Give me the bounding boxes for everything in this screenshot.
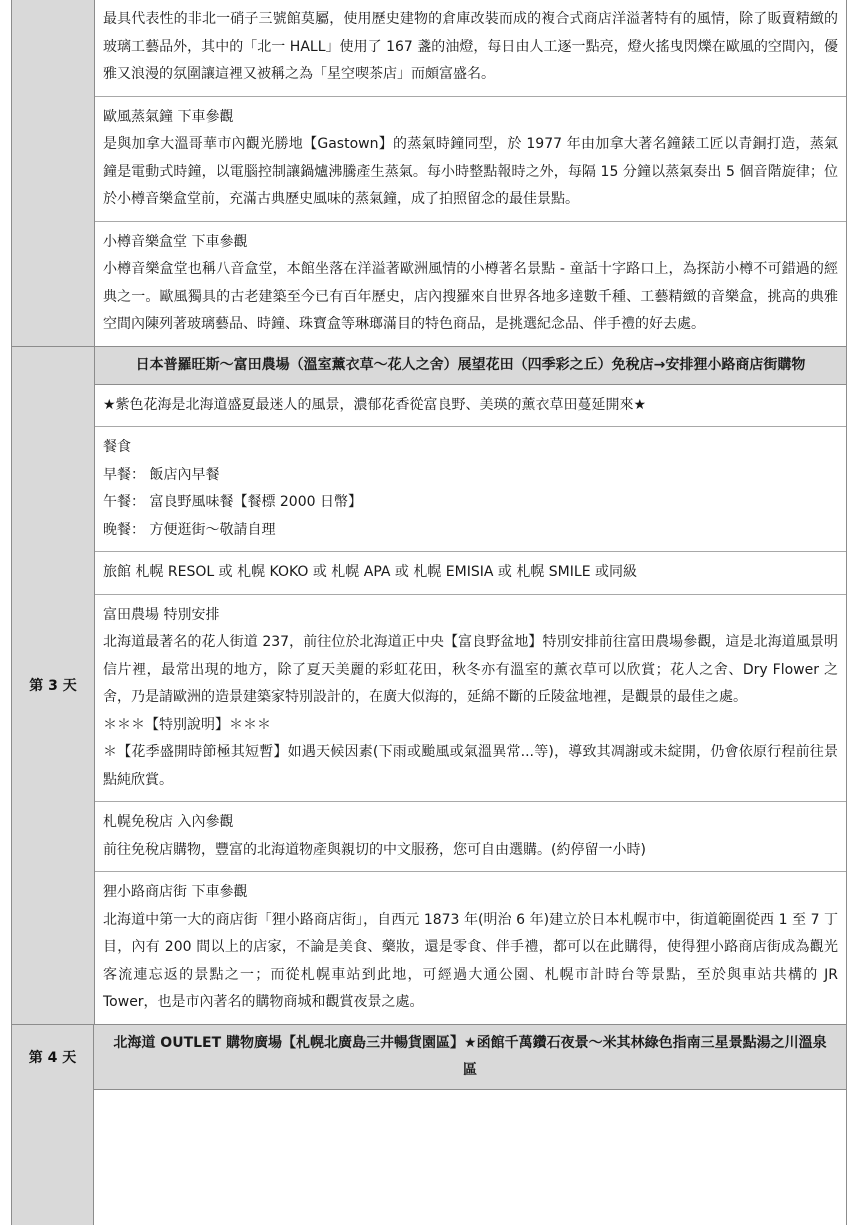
day3-row — [11, 346, 847, 1024]
steam-clock-block — [95, 97, 846, 222]
breakfast: 早餐： 飯店內早餐 — [103, 466, 220, 483]
special-note-heading: ＊＊＊【特別說明】＊＊＊ — [103, 716, 271, 733]
music-box-title: 小樽音樂盒堂 下車參觀 — [103, 233, 248, 250]
glass-hall-description: 最具代表性的非北一硝子三號館莫屬，使用歷史建物的倉庫改裝而成的複合式商店洋溢著特有的風情，除了販賣精緻的玻璃工藝品外，其中的「北一 HALL」使用了 167 盞的油燈，每日由人工逐一點亮，燈火搖曳閃爍在歐風的空間內，優雅又浪漫的氛圍讓這裡又被稱之為「星空喫茶店」而頗富盛名。 — [103, 11, 838, 82]
tomita-farm-block — [95, 595, 846, 803]
hotel-block — [95, 552, 846, 595]
day3-label: 第 3 天 — [12, 347, 95, 1024]
day4-content — [94, 1025, 846, 1225]
dinner: 晚餐： 方便逛街～敬請自理 — [103, 521, 276, 538]
tanukikoji-description: 北海道中第一大的商店街「狸小路商店街」，自西元 1873 年(明治 6 年)建立於日本札幌市中，街道範圍從西 1 至 7 丁目，內有 200 間以上的店家，不論是美食、藥妝，還是零食、伴手禮，都可以在此購得，使得狸小路商店街成為觀光客流連忘返的景點之一；而從札幌車站到此地，可經過大通公園、札幌市計時台等景點，至於與車站共構的 JR Tower，也是市內著名的購物商城和觀賞夜景之處。 — [103, 911, 838, 1010]
meals-title: 餐食 — [103, 439, 131, 455]
day3-route-heading: 日本普羅旺斯～富田農場（溫室薰衣草～花人之舍）展望花田（四季彩之丘）免稅店→安排狸小路商店街購物 — [95, 347, 846, 385]
day3-highlight-block — [95, 385, 846, 428]
day3-highlight: ★紫色花海是北海道盛夏最迷人的風景，濃郁花香從富良野、美瑛的薰衣草田蔓延開來★ — [103, 396, 647, 413]
day3-content — [95, 347, 846, 1024]
day2-row — [11, 0, 847, 346]
music-box-block — [95, 222, 846, 346]
day4-route-heading: 北海道 OUTLET 購物廣場【札幌北廣島三井暢貨園區】★函館千萬鑽石夜景～米其林綠色指南三星景點湯之川溫泉區 — [94, 1025, 846, 1090]
itinerary-table — [11, 0, 847, 1179]
day4-row — [11, 1024, 847, 1225]
hotel-info: 旅館 札幌 RESOL 或 札幌 KOKO 或 札幌 APA 或 札幌 EMISIA 或 札幌 SMILE 或同級 — [103, 564, 637, 580]
tomita-farm-description: 北海道最著名的花人街道 237，前往位於北海道正中央【富良野盆地】特別安排前往富田農場參觀，這是北海道風景明信片裡，最常出現的地方，除了夏天美麗的彩虹花田，秋冬亦有溫室的薰衣草可以欣賞；花人之舍、Dry Flower 之舍，乃是請歐洲的造景建築家特別設計的，在廣大似海的，延綿不斷的丘陵盆地裡，是觀景的最佳之處。 — [103, 634, 838, 705]
duty-free-description: 前往免稅店購物，豐富的北海道物產與親切的中文服務，您可自由選購。(約停留一小時) — [103, 841, 646, 858]
day2-label-cell — [12, 0, 95, 346]
glass-hall-block — [95, 0, 846, 97]
lunch: 午餐： 富良野風味餐【餐標 2000 日幣】 — [103, 494, 362, 510]
day2-content — [95, 0, 846, 346]
tomita-farm-title: 富田農場 特別安排 — [103, 606, 220, 623]
meals-block — [95, 427, 846, 552]
steam-clock-title: 歐風蒸氣鐘 下車參觀 — [103, 108, 234, 125]
tanukikoji-block — [95, 872, 846, 1024]
day4-label: 第 4 天 — [12, 1025, 94, 1225]
steam-clock-description: 是與加拿大溫哥華市內觀光勝地【Gastown】的蒸氣時鐘同型，於 1977 年由加拿大著名鐘錶工匠以青銅打造，蒸氣鐘是電動式時鐘，以電腦控制讓鍋爐沸騰產生蒸氣。每小時整點報時之外，每隔 15 分鐘以蒸氣奏出 5 個音階旋律；位於小樽音樂盒堂前，充滿古典歷史風味的蒸氣鐘，成了拍照留念的最佳景點。 — [103, 136, 838, 207]
duty-free-title: 札幌免稅店 入內參觀 — [103, 814, 234, 830]
music-box-description: 小樽音樂盒堂也稱八音盒堂，本館坐落在洋溢著歐洲風情的小樽著名景點 - 童話十字路口上，為探訪小樽不可錯過的經典之一。歐風獨具的古老建築至今已有百年歷史，店內搜羅來自世界各地多達數千種、工藝精緻的音樂盒，挑高的典雅空間內陳列著玻璃藝品、時鐘、珠寶盒等琳瑯滿目的特色商品，是挑選紀念品、伴手禮的好去處。 — [103, 261, 838, 332]
duty-free-block — [95, 802, 846, 872]
tanukikoji-title: 狸小路商店街 下車參觀 — [103, 884, 248, 900]
special-note-text: ＊【花季盛開時節極其短暫】如遇天候因素(下雨或颱風或氣溫異常...等)，導致其凋謝或未綻開，仍會依原行程前往景點純欣賞。 — [103, 744, 838, 788]
